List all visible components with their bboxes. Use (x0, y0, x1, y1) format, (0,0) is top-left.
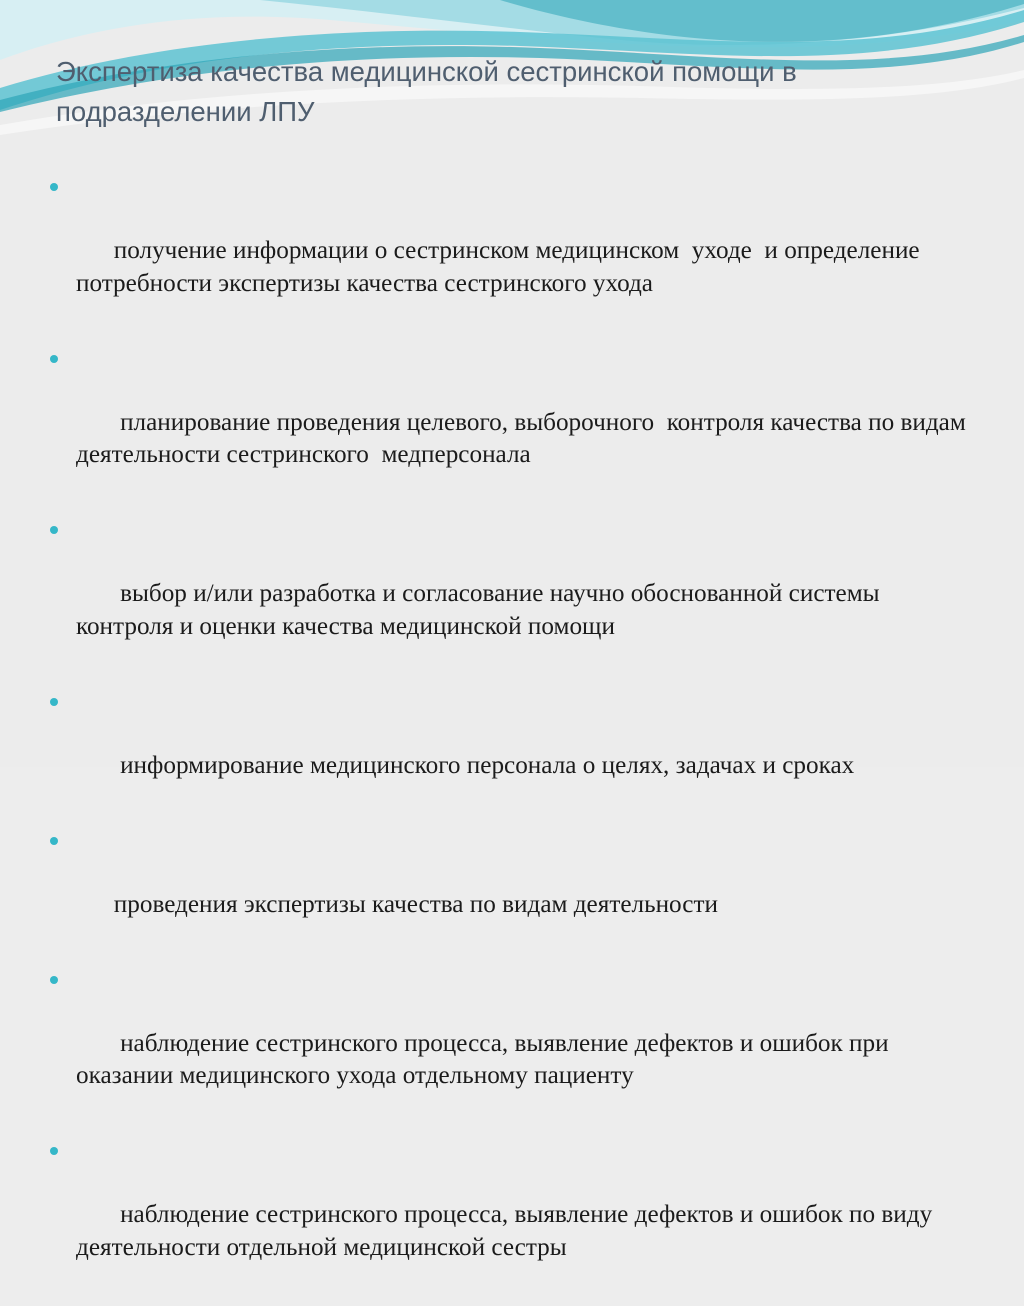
slide-title: Экспертиза качества медицинской сестринской помощи в подразделении ЛПУ (56, 56, 797, 127)
bullet-item (48, 170, 988, 333)
bullet-list (48, 170, 988, 1306)
bullet-icon (50, 1147, 58, 1155)
bullet-item (48, 342, 988, 505)
bullet-item (48, 1134, 988, 1297)
bullet-text: информирование медицинского персонала о целях, задачах и сроках (113, 751, 855, 779)
bullet-text: наблюдение сестринского процесса, выявление дефектов и ошибок при оказании медицинского ухода отдельному пациенту (76, 1029, 895, 1089)
bullet-icon (50, 976, 58, 984)
bullet-item (48, 685, 988, 815)
bullet-text: получение информации о сестринском медицинском уходе и определение потребности экспертизы качества сестринского ухода (76, 237, 926, 297)
bullet-icon (50, 183, 58, 191)
bullet-text: планирование проведения целевого, выборочного контроля качества по видам деятельности сестринского медперсонала (76, 408, 973, 468)
bullet-text: выбор и/или разработка и согласование научно обоснованной системы контроля и оценки качества медицинской помощи (76, 580, 893, 640)
bullet-icon (50, 355, 58, 363)
bullet-item (48, 963, 988, 1126)
bullet-icon (50, 837, 58, 845)
bullet-icon (50, 698, 58, 706)
bullet-item (48, 513, 988, 676)
bullet-icon (50, 526, 58, 534)
bullet-item (48, 824, 988, 954)
bullet-text: наблюдение сестринского процесса, выявление дефектов и ошибок по виду деятельности отдельной медицинской сестры (76, 1201, 939, 1261)
bullet-text: проведения экспертизы качества по видам деятельности (113, 890, 718, 918)
